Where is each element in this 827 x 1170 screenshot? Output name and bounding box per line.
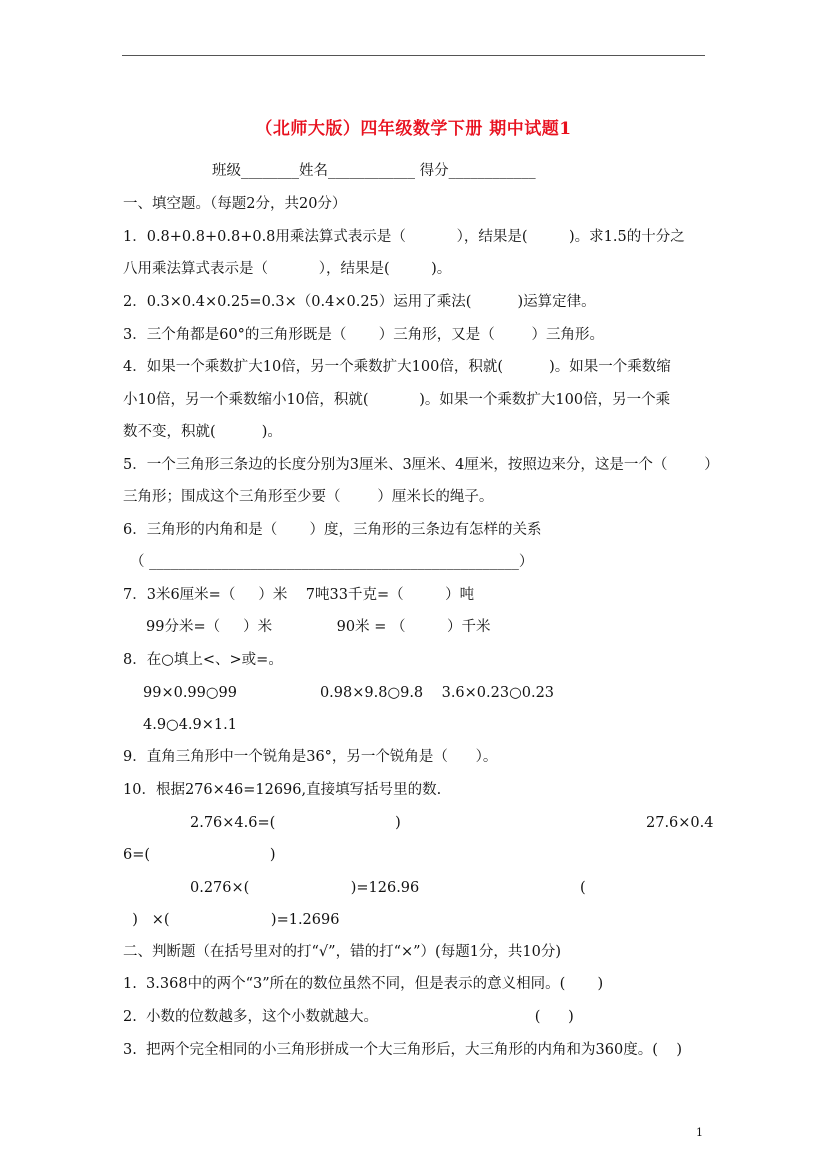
exam-line: ) ×( )=1.2696 [123, 912, 340, 928]
exam-line: 数不变，积就( )。 [123, 424, 282, 440]
exam-line: 三角形；围成这个三角形至少要（ ）厘米长的绳子。 [123, 489, 494, 505]
exam-line: 27.6×0.4 [646, 815, 714, 831]
exam-line: 0.276×( )=126.96 [190, 880, 420, 896]
exam-line: 7．3米6厘米=（ ）米 7吨33千克=（ ）吨 [123, 587, 475, 603]
exam-line: 二、判断题（在括号里对的打“√”，错的打“×”）(每题1分，共10分) [123, 944, 562, 960]
exam-line: 8．在○填上<、>或=。 [123, 652, 283, 668]
exam-line: 4.9○4.9×1.1 [143, 717, 237, 733]
exam-line: 2.76×4.6=( ) [190, 815, 401, 831]
exam-line: 3．三个角都是60°的三角形既是（ ）三角形，又是（ ）三角形。 [123, 327, 605, 343]
exam-line: 1. 3.368中的两个“3”所在的数位虽然不同，但是表示的意义相同。( ) [123, 976, 604, 992]
student-info-line: 班级________姓名____________ 得分____________ [212, 163, 536, 179]
exam-line: 5．一个三角形三条边的长度分别为3厘米、3厘米、4厘米，按照边来分，这是一个（ ） [123, 457, 719, 473]
exam-line: 3. 把两个完全相同的小三角形拼成一个大三角形后，大三角形的内角和为360度。( ) [123, 1042, 682, 1058]
exam-line: 4．如果一个乘数扩大10倍，另一个乘数扩大100倍，积就( )。如果一个乘数缩 [123, 359, 671, 375]
exam-line: （ ___________________________________________________） [130, 554, 534, 570]
exam-line: 9．直角三角形中一个锐角是36°，另一个锐角是（ ）。 [123, 749, 498, 765]
exam-line: 2. 小数的位数越多，这个小数就越大。 ( ) [123, 1009, 574, 1025]
header-rule [122, 55, 705, 56]
exam-line: 99×0.99○99 0.98×9.8○9.8 3.6×0.23○0.23 [143, 685, 555, 701]
page-number: 1 [696, 1126, 703, 1139]
exam-line: 一、填空题。（每题2分，共20分） [123, 196, 347, 212]
exam-line: 6．三角形的内角和是（ ）度，三角形的三条边有怎样的关系 [123, 522, 542, 538]
exam-line: 2．0.3×0.4×0.25=0.3×（0.4×0.25）运用了乘法( )运算定律。 [123, 294, 596, 310]
exam-line: 10．根据276×46=12696,直接填写括号里的数. [123, 782, 442, 798]
exam-line: 小10倍，另一个乘数缩小10倍，积就( )。如果一个乘数扩大100倍，另一个乘 [123, 392, 671, 408]
exam-line: 八用乘法算式表示是（ ），结果是( )。 [123, 261, 452, 277]
exam-line: 1．0.8+0.8+0.8+0.8用乘法算式表示是（ ），结果是( )。求1.5的十分之 [123, 229, 685, 245]
exam-line: 6=( ) [123, 847, 276, 863]
exam-line: ( [580, 880, 586, 896]
page-title: （北师大版）四年级数学下册 期中试题1 [255, 119, 572, 139]
exam-line: 99分米=（ ）米 90米 = （ ）千米 [146, 619, 491, 635]
